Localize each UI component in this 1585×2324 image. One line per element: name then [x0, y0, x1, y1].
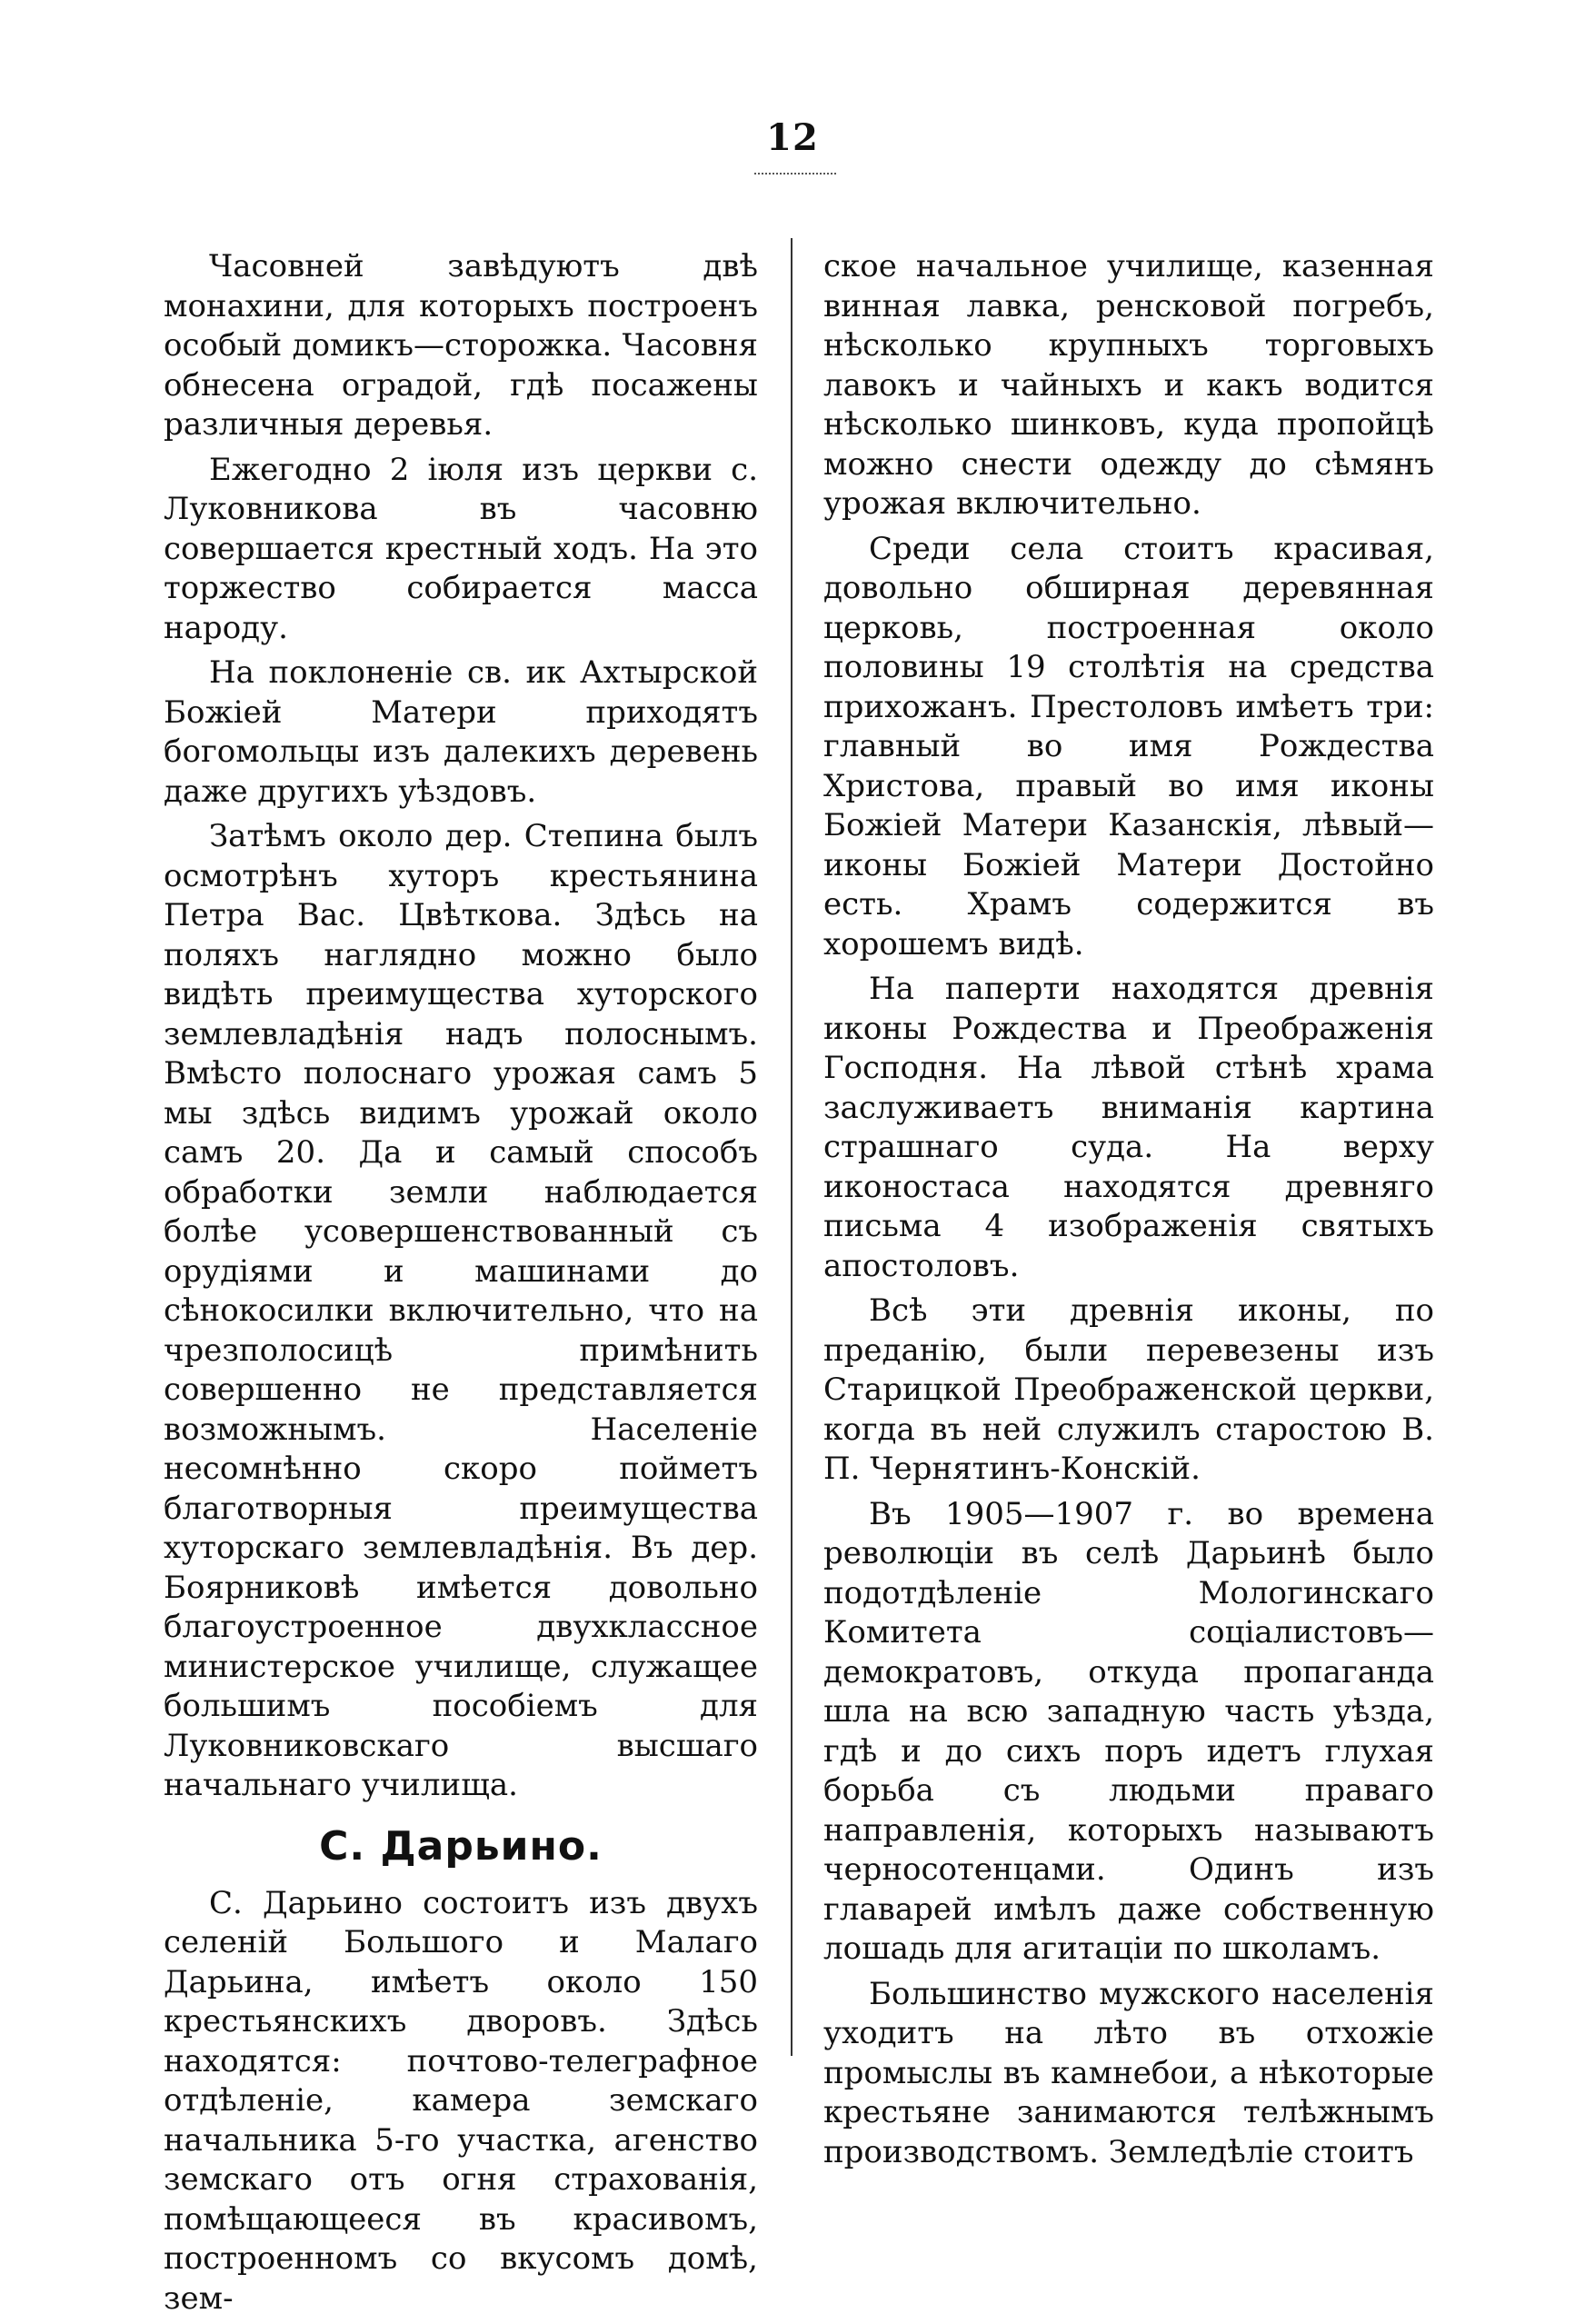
paragraph: Затѣмъ около дер. Степина былъ осмотрѣнъ хуторъ крестьянина Петра Вас. Цвѣткова. Здѣсь на поляхъ наглядно можно было видѣть преимущества хуторского землевладѣнія надъ полоснымъ. Вмѣсто полоснаго урожая самъ 5 мы здѣсь видимъ урожай около самъ 20. Да и самый способъ обработки земли наблюдается болѣе усовершенствованный съ орудіями и машинами до сѣнокосилки включительно, что на чрезполосицѣ примѣнить совершенно не представляется возможнымъ. Населеніе несомнѣнно скоро пойметъ благотворныя преимущества хуторскаго землевладѣнія. Въ дер. Боярниковѣ имѣется довольно благоустроенное двухклассное министерское училище, служащее большимъ пособіемъ для Луковниковскаго высшаго начальнаго училища.: [164, 818, 758, 1803]
section-heading: С. Дарьино.: [319, 1822, 603, 1870]
paragraph: На паперти находятся древнія иконы Рождества и Преображенія Господня. На лѣвой стѣнѣ храма заслуживаетъ вниманія картина страшнаго суда. На верху иконостаса находятся древняго письма 4 изображенія святыхъ апостоловъ.: [823, 971, 1434, 1284]
paragraph: С. Дарьино состоитъ изъ двухъ селеній Большого и Малаго Дарьина, имѣетъ около 150 крестьянскихъ дворовъ. Здѣсь находятся: почтово-телеграфное отдѣленіе, камера земскаго начальника 5-го участка, агенство земскаго отъ огня страхованія, помѣщающееся въ красивомъ, построенномъ со вкусомъ домѣ, зем-: [164, 1884, 758, 2317]
paragraph: Ежегодно 2 іюля изъ церкви с. Луковникова въ часовню совершается крестный ходъ. На это торжество собирается масса народу.: [164, 451, 758, 646]
paragraph: Большинство мужского населенія уходитъ на лѣто въ отхожіе промыслы въ камнебои, а нѣкоторые крестьяне занимаются телѣжнымъ производствомъ. Земледѣліе стоитъ: [823, 1975, 1434, 2170]
paragraph: Среди села стоитъ красивая, довольно обширная деревянная церковь, построенная около половины 19 столѣтія на средства прихожанъ. Престоловъ имѣетъ три: главный во имя Рождества Христова, правый во имя иконы Божіей Матери Казанскія, лѣвый—иконы Божіей Матери Достойно есть. Храмъ содержится въ хорошемъ видѣ.: [823, 530, 1434, 963]
paragraph: Всѣ эти древнія иконы, по преданію, были перевезены изъ Старицкой Преображенской церкви, когда въ ней служилъ старостою В. П. Чернятинъ-Конскій.: [823, 1292, 1434, 1487]
paragraph-continued: ское начальное училище, казенная винная лавка, ренсковой погребъ, нѣсколько крупныхъ торговыхъ лавокъ и чайныхъ и какъ водится нѣсколько шинковъ, куда пропойцѣ можно снести одежду до сѣмянъ урожая включительно.: [823, 248, 1434, 522]
page-number-flourish: [754, 164, 836, 175]
column-divider: [791, 238, 792, 2056]
paragraph: Часовней завѣдуютъ двѣ монахини, для которыхъ построенъ особый домикъ—сторожка. Часовня обнесена оградой, гдѣ посажены различныя деревья.: [164, 248, 758, 443]
right-column: [823, 247, 1434, 2178]
paragraph: Въ 1905—1907 г. во времена революціи въ селѣ Дарьинѣ было подотдѣленіе Мологинскаго Комитета соціалистовъ—демократовъ, откуда пропаганда шла на всю западную часть уѣзда, гдѣ и до сихъ поръ идетъ глухая борьба съ людьми праваго направленія, которыхъ называютъ черносотенцами. Одинъ изъ главарей имѣлъ даже собственную лошадь для агитаціи по школамъ.: [823, 1495, 1434, 1967]
page-number: 12: [766, 116, 819, 159]
paragraph: На поклоненіе св. ик Ахтырской Божіей Матери приходятъ богомольцы изъ далекихъ деревень даже другихъ уѣздовъ.: [164, 654, 758, 810]
left-column: [164, 247, 758, 2324]
